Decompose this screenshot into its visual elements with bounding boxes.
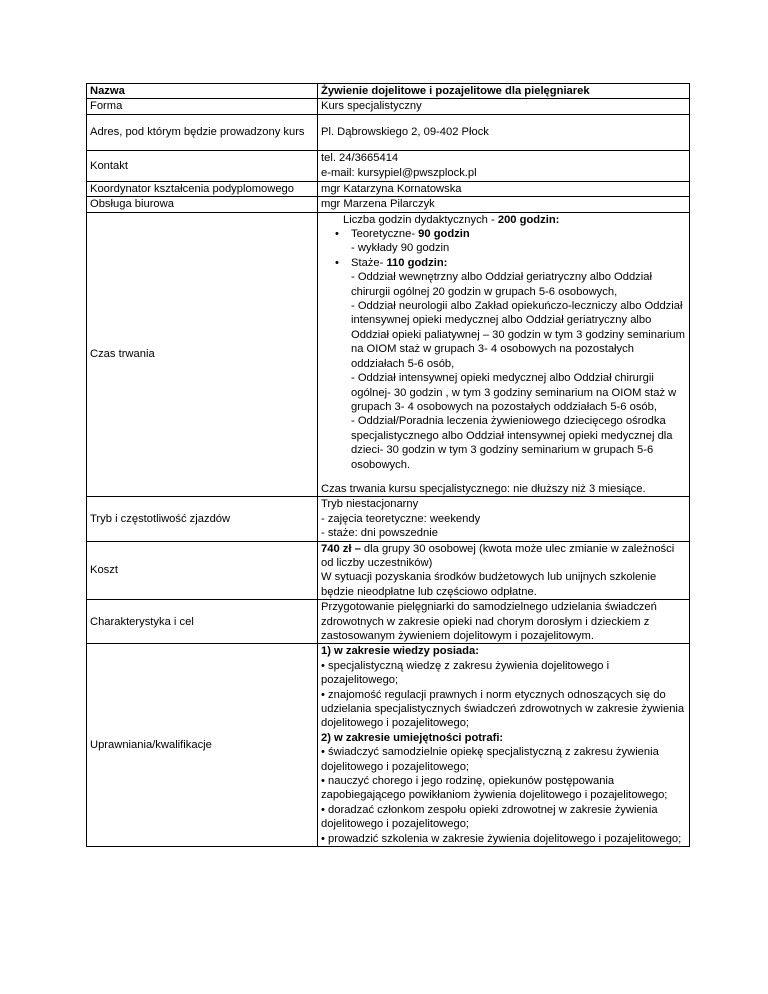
internship-3: - Oddział intensywnej opieki medycznej albo Oddział chirurgii ogólnej- 30 godzin , w tym 3 godziny seminarium na OIOM staż w grupach 3- 4 osobowych na pozostałych oddziałach 5-6 osób, (351, 372, 677, 413)
office-staff-name: mgr Marzena Pilarczyk (318, 197, 690, 212)
contact-phone: tel. 24/3665414 (321, 152, 399, 165)
bullet-icon: • (321, 688, 325, 701)
internship-2: - Oddział neurologii albo Zakład opiekuńczo-leczniczy albo Oddział intensywnej opieki medycznej albo Oddział geriatryczny albo Oddział opieki paliatywnej – 30 godzin w tym 3 godziny seminarium na OIOM staż w grupach 3- 4 osobowych na pozostałych oddziałach 5-6 osób, (351, 300, 685, 370)
document-page (86, 83, 685, 847)
row-label-cel: Charakterystyka i cel (87, 600, 318, 644)
list-item: • Staże- 110 godzin: - Oddział wewnętrzny albo Oddział geriatryczny albo Oddział chirurgii ogólnej 20 godzin w grupach 5-6 osobowych, - Oddział neurologii albo Zakład opiekuńczo-leczniczy albo Oddział intensywnej opieki medycznej albo Oddział geriatryczny albo Oddział opieki paliatywnej – 30 godzin w tym 3 godziny seminarium na OIOM staż w grupach 3- 4 osobowych na pozostałych oddziałach 5-6 osób, - Oddział intensywnej opieki medycznej albo Oddział chirurgii ogólnej- 30 godzin , w tym 3 godziny seminarium na OIOM staż w grupach 3- 4 osobowych na pozostałych oddziałach 5-6 osób, - Oddział/Poradnia leczenia żywieniowego dziecięcego ośrodka specjalistycznego albo Oddział intensywnej opieki medycznej dla dzieci- 30 godzin w tym 3 godziny seminarium w grupach 5-6 osobowych. (335, 256, 685, 471)
row-label-forma: Forma (87, 99, 318, 114)
row-label-koordynator: Koordynator kształcenia podyplomowego (87, 181, 318, 196)
row-label-uprawnienia: Uprawniania/kwalifikacje (87, 644, 318, 847)
course-form: Kurs specjalistyczny (318, 99, 690, 114)
qualifications-cell (318, 644, 690, 847)
course-duration: Czas trwania kursu specjalistycznego: nie dłuższy niż 3 miesiące. (321, 482, 646, 495)
cost-note: W sytuacji pozyskania środków budżetowych lub unijnych szkolenie będzie nieodpłatne lub częściowo odpłatne. (321, 571, 657, 598)
row-label-obsluga: Obsługa biurowa (87, 197, 318, 212)
knowledge-heading: 1) w zakresie wiedzy posiada: (321, 645, 479, 658)
hours-list (321, 227, 686, 472)
table-row (87, 541, 690, 600)
schedule-mode: Tryb niestacjonarny (321, 498, 419, 511)
table-row (87, 497, 690, 541)
list-item: • doradzać członkom zespołu opieki zdrowotnej w zakresie żywienia dojelitowego i pozajelitowego; (321, 803, 658, 831)
row-label-tryb: Tryb i częstotliwość zjazdów (87, 497, 318, 541)
list-item: • świadczyć samodzielnie opiekę specjalistyczną z zakresu żywienia dojelitowego i pozajelitowego; (321, 746, 659, 773)
table-row (87, 600, 690, 644)
cost-amount: 740 zł – dla grupy 30 osobowej (kwota może ulec zmianie w zależności od liczby uczestników) (321, 542, 675, 569)
bullet-icon: • (321, 803, 325, 816)
table-row (87, 644, 690, 847)
list-item: • Teoretyczne- 90 godzin - wykłady 90 godzin (321, 227, 686, 256)
internship-4: - Oddział/Poradnia leczenia żywieniowego dziecięcego ośrodka specjalistycznego albo Oddział intensywnej opieki medycznej dla dzieci- 30 godzin w tym 3 godziny seminarium w grupach 5-6 osobowych. (351, 415, 673, 471)
row-label-nazwa: Nazwa (87, 84, 318, 99)
schedule-cell (318, 497, 690, 541)
schedule-internship: - staże: dni powszednie (321, 527, 438, 540)
course-goal: Przygotowanie pielęgniarki do samodzielnego udzielania świadczeń zdrowotnych w zakresie opieki nad chorym dorosłym i dzieckiem z zastosowanym żywieniem dojelitowym i pozajelitowym. (318, 600, 690, 644)
duration-cell (318, 212, 690, 497)
list-item: • prowadzić szkolenia w zakresie żywienia dojelitowego i pozajelitowego; (321, 832, 682, 845)
row-label-koszt: Koszt (87, 541, 318, 600)
hours-intro: Liczba godzin dydaktycznych - 200 godzin: (343, 213, 560, 226)
bullet-icon: • (321, 832, 325, 845)
bullet-icon: • (335, 228, 339, 241)
contact-email[interactable]: e-mail: kursypiel@pwszplock.pl (321, 166, 477, 179)
list-item: • nauczyć chorego i jego rodzinę, opiekunów postępowania zapobiegającego powikłaniom żywienia dojelitowego i pozajelitowego; (321, 775, 668, 802)
schedule-theory: - zajęcia teoretyczne: weekendy (321, 512, 481, 525)
skills-heading: 2) w zakresie umiejętności potrafi: (321, 731, 504, 744)
internship-1: - Oddział wewnętrzny albo Oddział geriatryczny albo Oddział chirurgii ogólnej 20 godzin w grupach 5-6 osobowych, (351, 271, 652, 298)
row-label-adres: Adres, pod którym będzie prowadzony kurs (87, 114, 318, 150)
bullet-icon: • (335, 256, 339, 269)
table-row (87, 114, 690, 150)
table-row (87, 99, 690, 114)
contact-cell (318, 150, 690, 181)
table-row (87, 150, 690, 181)
list-item: • znajomość regulacji prawnych i norm etycznych odnoszących się do udzielania specjalistycznych świadczeń zdrowotnych w zakresie żywienia dojelitowego i pozajelitowego; (321, 688, 685, 730)
row-label-czas: Czas trwania (87, 212, 318, 497)
table-row (87, 212, 690, 497)
course-address: Pl. Dąbrowskiego 2, 09-402 Płock (318, 114, 690, 150)
list-item: • specjalistyczną wiedzę z zakresu żywienia dojelitowego i pozajelitowego; (321, 659, 610, 687)
course-name: Żywienie dojelitowe i pozajelitowe dla pielęgniarek (318, 84, 690, 99)
row-label-kontakt: Kontakt (87, 150, 318, 181)
coordinator-name: mgr Katarzyna Kornatowska (318, 181, 690, 196)
bullet-icon: • (321, 775, 325, 788)
table-row (87, 197, 690, 212)
lecture-hours: - wykłady 90 godzin (351, 242, 450, 255)
course-info-table (86, 83, 690, 847)
table-row (87, 84, 690, 99)
bullet-icon: • (321, 659, 325, 672)
cost-cell (318, 541, 690, 600)
table-row (87, 181, 690, 196)
bullet-icon: • (321, 746, 325, 759)
